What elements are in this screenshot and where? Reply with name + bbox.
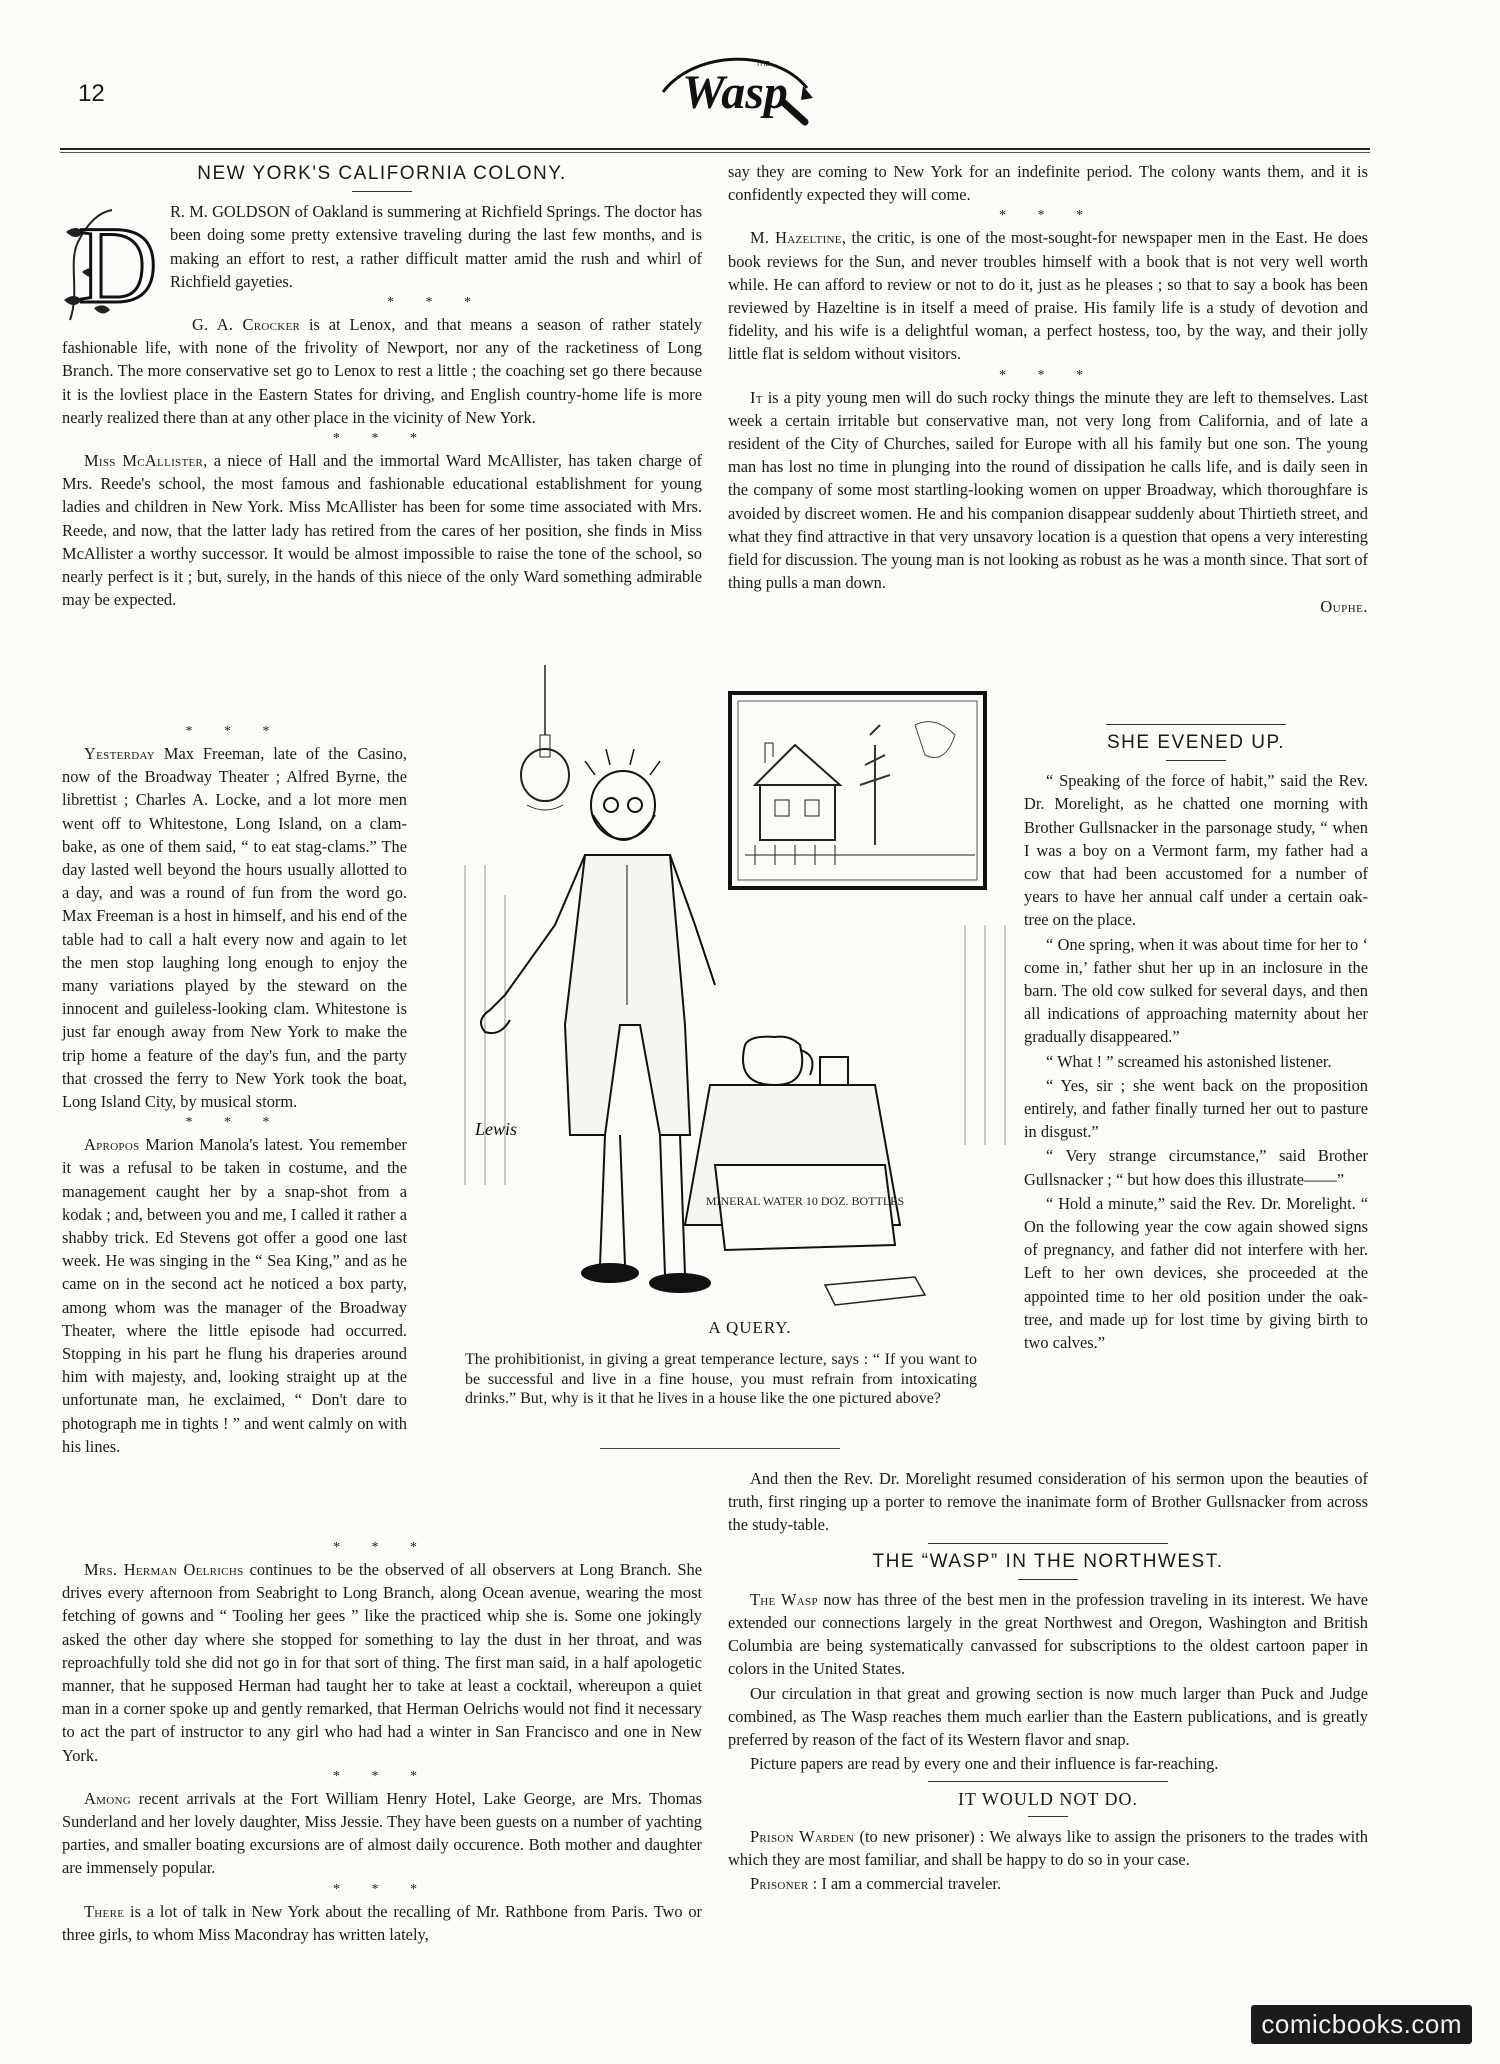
colony-right-paragraph-1: say they are coming to New York for an indefinite period. The colony wants them, and it is confidently expected they will come. xyxy=(728,162,1368,205)
signature-line xyxy=(1024,595,1368,618)
separator-stars: * * * xyxy=(387,295,485,311)
article-title-northwest: THE “WASP” IN THE NORTHWEST. xyxy=(872,1550,1224,1572)
separator-stars: * * * xyxy=(333,1540,431,1555)
watermark-badge: comicbooks.com xyxy=(1251,2005,1472,2044)
ornamental-dropcap-icon xyxy=(60,202,160,330)
colony-paragraph-6: Mrs. Herman Oelrichs continues to be the observed of all observers at Long Branch. She drives every afternoon from Seabright to Long Branch, along Ocean avenue, wearing the most fetching of gowns and “ Tooling her gees ” like the practiced whip she is. Some one jokingly asked the other day where she stopped for something to lay the dust in her throat, and was reproachfully told she did not go in for that sort of thing. The first man said, in a half apologetic manner, that he supposed Herman had taught her to take at least a cocktail, whereupon a quiet man in a corner spoke up and gently remarked, that Herman Oelrichs would not find it necessary to act the part of instructor to any girl who had had a winter in San Francisco and one in New York. xyxy=(62,1560,702,1765)
signature: Ouphe. xyxy=(1320,597,1368,617)
separator-stars: * * * xyxy=(333,431,431,447)
section-rule xyxy=(1106,724,1286,725)
right-column-narrow xyxy=(1024,718,1368,1355)
caption-rule xyxy=(600,1448,840,1449)
left-column-top xyxy=(62,158,702,612)
section-rule xyxy=(928,1543,1168,1544)
title-rule xyxy=(352,191,412,192)
colony-paragraph-3-start: Miss McAllister, a niece of Hall and the immortal Ward McAllister, has taken charge of Mrs. Reede's school, the most famous and fashionable educational establishment for young ladies and children in New York. Miss McAllister has been for some time associated with Mrs. Reede, and now, that the latter lady has retired from the cares of her position, she finds in Miss McAllister a worthy successor. It would be almost impossible to raise the tone of the school, so nearly perfect is it ; but, surely, in the hands of this niece of the only Ward something admirable may be expected. xyxy=(62,451,703,610)
colony-paragraph-8: There is a lot of talk in New York about the recalling of Mr. Rathbone from Paris. Two or three girls, to whom Miss Macondray has written lately, xyxy=(62,1901,702,1944)
separator-stars: * * * xyxy=(185,1115,284,1131)
evened-paragraph-3: “ What ! ” screamed his astonished listener. xyxy=(1046,1051,1332,1071)
colony-paragraph-1 xyxy=(62,200,702,327)
cartoon-illustration xyxy=(445,665,1020,1330)
title-rule xyxy=(1018,1579,1078,1580)
left-column-narrow xyxy=(62,722,407,1459)
mineral-water-crate xyxy=(706,1165,904,1250)
left-column-bottom xyxy=(62,1538,702,1947)
caption-title: A QUERY. xyxy=(708,1318,792,1337)
article-title-evened: SHE EVENED UP. xyxy=(1107,732,1285,753)
papers-on-floor xyxy=(825,1277,925,1305)
wasp-masthead-logo xyxy=(655,40,815,130)
title-rule xyxy=(1166,760,1226,761)
evened-paragraph-4: “ Yes, sir ; she went back on the proposition entirely, and father finally turned her out to pasture in disgust.” xyxy=(1024,1075,1368,1142)
northwest-paragraph-1: The Wasp now has three of the best men in the profession traveling in its interest. We have extended our connections largely in the great Northwest and Oregon, Washington and British Columbia are being systematically canvassed for subscriptions to the oldest cartoon paper in colors in the United States. xyxy=(728,1589,1368,1679)
separator-stars: * * * xyxy=(333,1881,431,1897)
colony-paragraph-5: Apropos Marion Manola's latest. You remember it was a refusal to be taken in costume, and the management caught her by a snap-shot from a kodak ; and, between you and me, I called it rather a shabby trick. Ed Stevens got offer a good one last week. He was singing in the “ Sea King,” and as he came on in the second act he noticed a box party, among whom was the manager of the Broadway Theater, where the little episode had occurred. Stopping in his part he flung his draperies around him with majesty, and, looking straight up at the unfortunate man, he exclaimed, “ Don't dare to photograph me in tights ! ” and went calmly on with his lines. xyxy=(62,1135,407,1456)
colony-right-paragraph-2: M. Hazeltine, the critic, is one of the most-sought-for newspaper men in the East. He does book reviews for the Sun, and never troubles himself with a book that is not very well worth while. He can afford to review or not to do it, just as he pleases ; so that to say a book has been reviewed by Hazeltine is in itself a meed of praise. His family life is a study of devotion and fidelity, and his wife is a delightful woman, a perfect hostess, too, by the way, and their jolly little flat is seldom without visitors. xyxy=(728,228,1369,364)
article-title-colony: NEW YORK'S CALIFORNIA COLONY. xyxy=(197,163,567,184)
evened-paragraph-2: “ One spring, when it was about time for her to ‘ come in,’ father shut her up in an inclosure in the barn. The old cow sulked for several days, and then all indications of approaching maternity about her gradually disappeared.” xyxy=(1024,934,1368,1047)
hanging-lamp-icon xyxy=(521,665,569,810)
northwest-paragraph-3: Picture papers are read by every one and their influence is far-reaching. xyxy=(750,1754,1219,1774)
separator-stars: * * * xyxy=(999,208,1097,224)
crate-text: MINERAL WATER 10 DOZ. BOTTLES xyxy=(705,1194,905,1208)
right-column-bottom xyxy=(728,1467,1368,1896)
colony-text-1: R. M. GOLDSON of Oakland is summering at Richfield Springs. The doctor has been doing some pretty extensive traveling during the last few months, and is making an effort to rest, a rather difficult matter amid the rush and whirl of Richfield gayeties. xyxy=(170,202,702,291)
page-number: 12 xyxy=(78,80,105,107)
colony-right-paragraph-3: It is a pity young men will do such rocky things the minute they are left to themselves. Last week a certain irritable but conservative man, not very long from California, and of late a resident of the City of Churches, sailed for Europe with all his family but one son. The young man has lost no time in plunging into the round of dissipation he calls life, and is daily seen in the company of some most startling-looking women on upper Broadway, which thoroughfare is avoided by discreet women. He and his companion disappear suddenly about Thirtieth street, and what they find attractive in that very unsavory location is a question that opens a very interesting field for discussion. The young man is not looking as robust as he was a month since. That sort of thing pulls a man down. xyxy=(728,387,1368,593)
framed-house-picture xyxy=(730,693,985,888)
separator-stars: * * * xyxy=(333,1768,431,1784)
section-rule xyxy=(928,1781,1168,1782)
northwest-paragraph-2: Our circulation in that great and growing section is now much larger than Puck and Judge combined, as The Wasp reaches them much earlier than the Eastern publications, and is greatly preferred by reason of the fact of its Western flavor and snap. xyxy=(728,1683,1368,1750)
dropcap-letter: D xyxy=(78,204,158,327)
wouldnot-paragraph-1: Prison Warden (to new prisoner) : We always like to assign the prisoners to the trades with which they are most familiar, and shall be happy to do so in your case. xyxy=(728,1826,1368,1869)
evened-paragraph-5: “ Very strange circumstance,” said Brother Gullsnacker ; “ but how does this illustrate——” xyxy=(1024,1146,1368,1189)
separator-stars: * * * xyxy=(999,367,1097,383)
article-title-wouldnot: IT WOULD NOT DO. xyxy=(958,1789,1138,1810)
masthead-rule xyxy=(60,148,1370,150)
prohibitionist-figure xyxy=(481,749,715,1292)
caption-text: The prohibitionist, in giving a great temperance lecture, says : “ If you want to be successful and live in a fine house, you must refrain from intoxicating drinks.” But, why is it that he lives in a house like the one pictured above? xyxy=(465,1351,977,1407)
separator-stars: * * * xyxy=(185,724,284,739)
colony-paragraph-2: G. A. Crocker is at Lenox, and that means a season of rather stately fashionable life, with none of the frivolity of Newport, nor any of the racketiness of Long Branch. The more conservative set go to Lenox to rest a little ; the coaching set go there because it is the lovliest place in the Eastern States for driving, and English country-home life is more nearly realized there than at any other place in the vicinity of New York. xyxy=(62,315,702,427)
title-rule xyxy=(1028,1816,1068,1817)
evened-paragraph-1: “ Speaking of the force of habit,” said the Rev. Dr. Morelight, as he chatted one morning with Brother Gullsnacker in the parsonage study, “ when I was a boy on a Vermont farm, my father had a cow that had been accustomed for a number of years to have her annual calf under a certain oak-tree on the place. xyxy=(1024,771,1368,930)
colony-paragraph-7: Among recent arrivals at the Fort William Henry Hotel, Lake George, are Mrs. Thomas Sunderland and her lovely daughter, Miss Jessie. They have been guests on a number of yachting parties, and smaller boating excursions are of almost daily occurence. Both mother and daughter are immensely popular. xyxy=(62,1788,702,1878)
evened-paragraph-7: And then the Rev. Dr. Morelight resumed consideration of his sermon upon the beauties of truth, first ringing up a porter to remove the inanimate form of Brother Gullsnacker from across the study-table. xyxy=(728,1469,1368,1535)
masthead-rule-thin xyxy=(60,152,1370,153)
masthead-title: Wasp xyxy=(682,66,788,119)
wouldnot-paragraph-2: Prisoner : I am a commercial traveler. xyxy=(750,1874,1002,1894)
right-column-top xyxy=(728,160,1368,619)
masthead-small: THE xyxy=(756,61,770,68)
colony-paragraph-4: Yesterday Max Freeman, late of the Casino, now of the Broadway Theater ; Alfred Byrne, the librettist ; Charles A. Locke, and a lot more men went off to Whitestone, Long Island, on a clam-bake, as one of them said, “ to eat stag-clams.” The day lasted well beyond the hours usually allotted to a day, and was a round of fun from the word go. Max Freeman is a host in himself, and his end of the table had to call a halt every now and again to let the men stop laughing long enough to enjoy the many variations played by the steward on the innocent and guileless-looking clam. Whitestone is just far enough away from New York to make the trip home a feature of the day's fun, and the party that crossed the ferry to New York took the boat, Long Island City, by musical storm. xyxy=(62,744,407,1112)
evened-paragraph-6: “ Hold a minute,” said the Rev. Dr. Morelight. “ On the following year the cow again showed signs of pregnancy, and father did not interfere with her. Left to her own devices, she proceeded at the appointed time to her old position under the oak-tree, and made up for lost time by giving birth to two calves.” xyxy=(1024,1193,1368,1353)
artist-signature: Lewis xyxy=(475,1119,518,1139)
